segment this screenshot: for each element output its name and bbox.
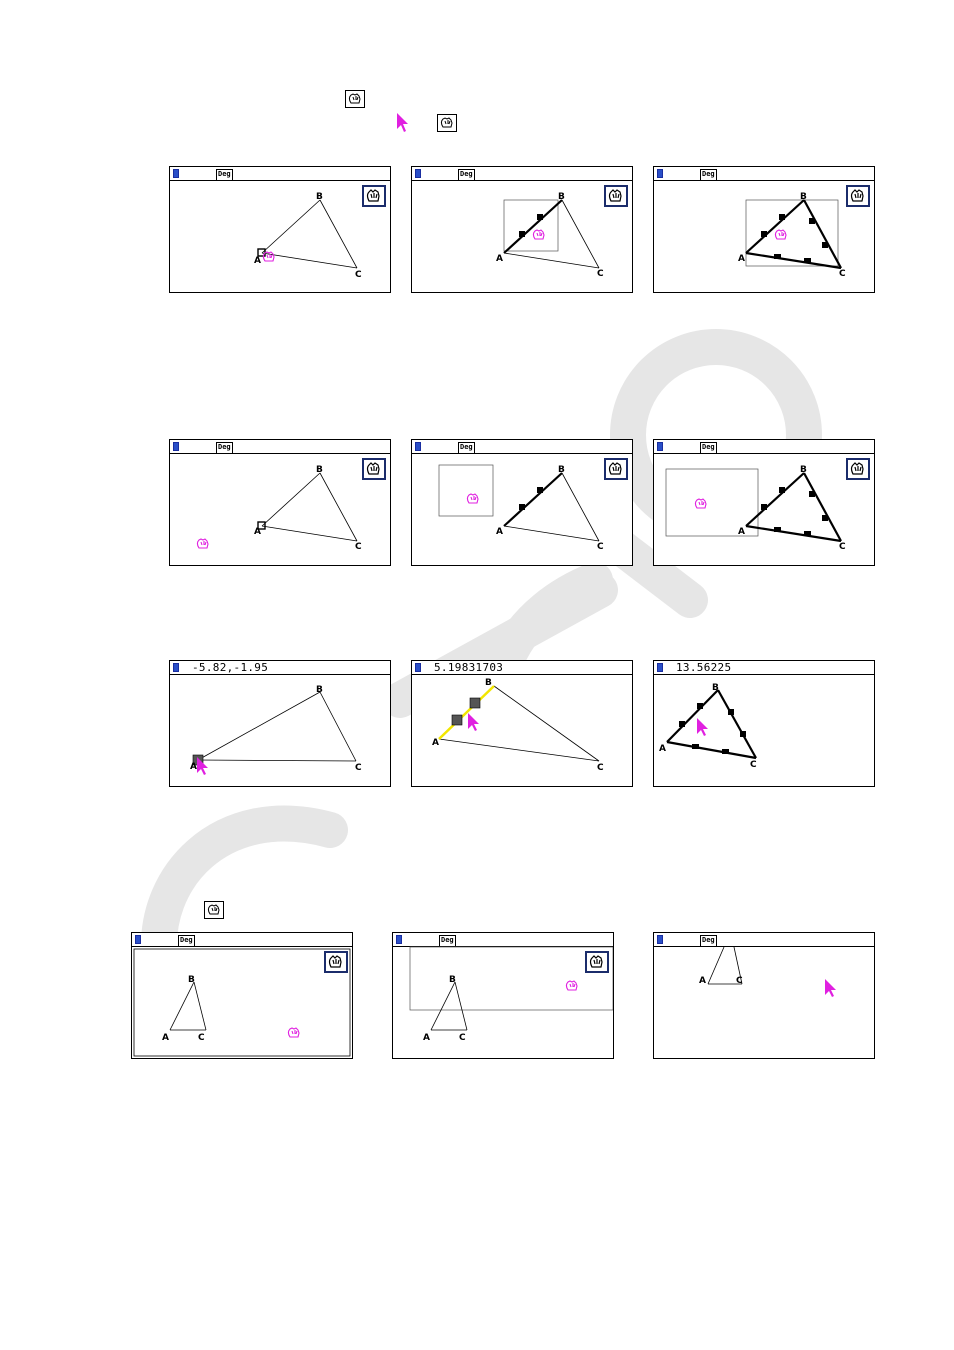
label-B: B xyxy=(558,192,565,202)
pointer-arrow-icon xyxy=(825,979,836,997)
hand-icon-inline-1 xyxy=(345,90,365,108)
screen-r1-3 xyxy=(653,166,875,293)
label-A: A xyxy=(162,1033,169,1043)
label-B: B xyxy=(449,975,456,985)
screen-r1-1 xyxy=(169,166,391,293)
label-B: B xyxy=(316,192,323,202)
label-A: A xyxy=(496,254,503,264)
label-C: C xyxy=(459,1033,466,1043)
screen-r3-3 xyxy=(653,660,875,787)
hand-cursor-icon xyxy=(198,539,209,548)
hand-cursor-icon xyxy=(534,230,545,239)
label-C: C xyxy=(355,270,362,280)
label-A: A xyxy=(699,976,706,986)
label-B: B xyxy=(712,683,719,693)
segment-handle xyxy=(519,231,525,237)
label-B: B xyxy=(800,192,807,202)
screen-r2-3 xyxy=(653,439,875,566)
selection-box xyxy=(410,947,613,1010)
label-C: C xyxy=(355,542,362,552)
angle-mode-badge: Deg xyxy=(700,935,717,947)
coordinate-readout: -5.82,-1.95 xyxy=(192,661,269,674)
label-C: C xyxy=(597,763,604,773)
triangle-canvas[interactable] xyxy=(654,167,875,293)
triangle-canvas[interactable] xyxy=(412,440,633,566)
triangle-canvas[interactable] xyxy=(654,933,875,1059)
selection-box xyxy=(439,465,493,516)
label-A: A xyxy=(432,738,439,748)
angle-mode-badge: Deg xyxy=(216,169,233,181)
hand-cursor-icon xyxy=(696,499,707,508)
label-B: B xyxy=(188,975,195,985)
label-C: C xyxy=(839,269,846,279)
screen-r3-2 xyxy=(411,660,633,787)
pointer-arrow-icon xyxy=(468,713,479,731)
triangle-canvas[interactable] xyxy=(170,167,391,293)
segment-handle xyxy=(537,214,543,220)
selection-box xyxy=(666,469,758,536)
label-C: C xyxy=(597,542,604,552)
screen-r4-1 xyxy=(131,932,353,1059)
angle-mode-badge: Deg xyxy=(700,442,717,454)
label-C: C xyxy=(198,1033,205,1043)
triangle-canvas[interactable] xyxy=(412,661,633,787)
pointer-arrow-icon xyxy=(697,718,708,736)
triangle-canvas[interactable] xyxy=(170,661,391,787)
angle-mode-badge: Deg xyxy=(458,169,475,181)
hand-cursor-icon xyxy=(567,981,578,990)
screen-r3-1 xyxy=(169,660,391,787)
screen-r4-2 xyxy=(392,932,614,1059)
screen-r2-1 xyxy=(169,439,391,566)
angle-mode-badge: Deg xyxy=(700,169,717,181)
label-B: B xyxy=(316,685,323,695)
label-C: C xyxy=(736,976,743,986)
selection-box xyxy=(504,200,558,251)
label-C: C xyxy=(839,542,846,552)
triangle-canvas[interactable] xyxy=(654,661,875,787)
screen-r4-3 xyxy=(653,932,875,1059)
label-A: A xyxy=(254,256,261,266)
label-C: C xyxy=(597,269,604,279)
label-A: A xyxy=(738,254,745,264)
label-A: A xyxy=(423,1033,430,1043)
triangle-canvas[interactable] xyxy=(654,440,875,566)
angle-mode-badge: Deg xyxy=(216,442,233,454)
label-A: A xyxy=(496,527,503,537)
perimeter-readout: 13.56225 xyxy=(676,661,732,674)
pointer-arrow-icon-inline xyxy=(395,112,409,134)
label-B: B xyxy=(800,465,807,475)
label-A: A xyxy=(659,744,666,754)
hand-cursor-icon xyxy=(289,1028,300,1037)
triangle-canvas[interactable] xyxy=(132,933,353,1059)
triangle-canvas[interactable] xyxy=(170,440,391,566)
hand-icon-inline-3 xyxy=(204,901,224,919)
label-C: C xyxy=(355,763,362,773)
label-B: B xyxy=(558,465,565,475)
hand-cursor-icon xyxy=(468,494,479,503)
label-B: B xyxy=(316,465,323,475)
highlighted-segment xyxy=(439,686,494,739)
label-A: A xyxy=(738,527,745,537)
triangle-canvas[interactable] xyxy=(412,167,633,293)
angle-mode-badge: Deg xyxy=(458,442,475,454)
label-B: B xyxy=(485,678,492,688)
length-readout: 5.19831703 xyxy=(434,661,504,674)
triangle-canvas[interactable] xyxy=(393,933,614,1059)
hand-cursor-icon xyxy=(776,230,787,239)
label-A: A xyxy=(254,527,261,537)
screen-r1-2 xyxy=(411,166,633,293)
angle-mode-badge: Deg xyxy=(439,935,456,947)
screen-r2-2 xyxy=(411,439,633,566)
label-C: C xyxy=(750,760,757,770)
hand-icon-inline-2 xyxy=(437,114,457,132)
angle-mode-badge: Deg xyxy=(178,935,195,947)
label-A: A xyxy=(190,762,197,772)
